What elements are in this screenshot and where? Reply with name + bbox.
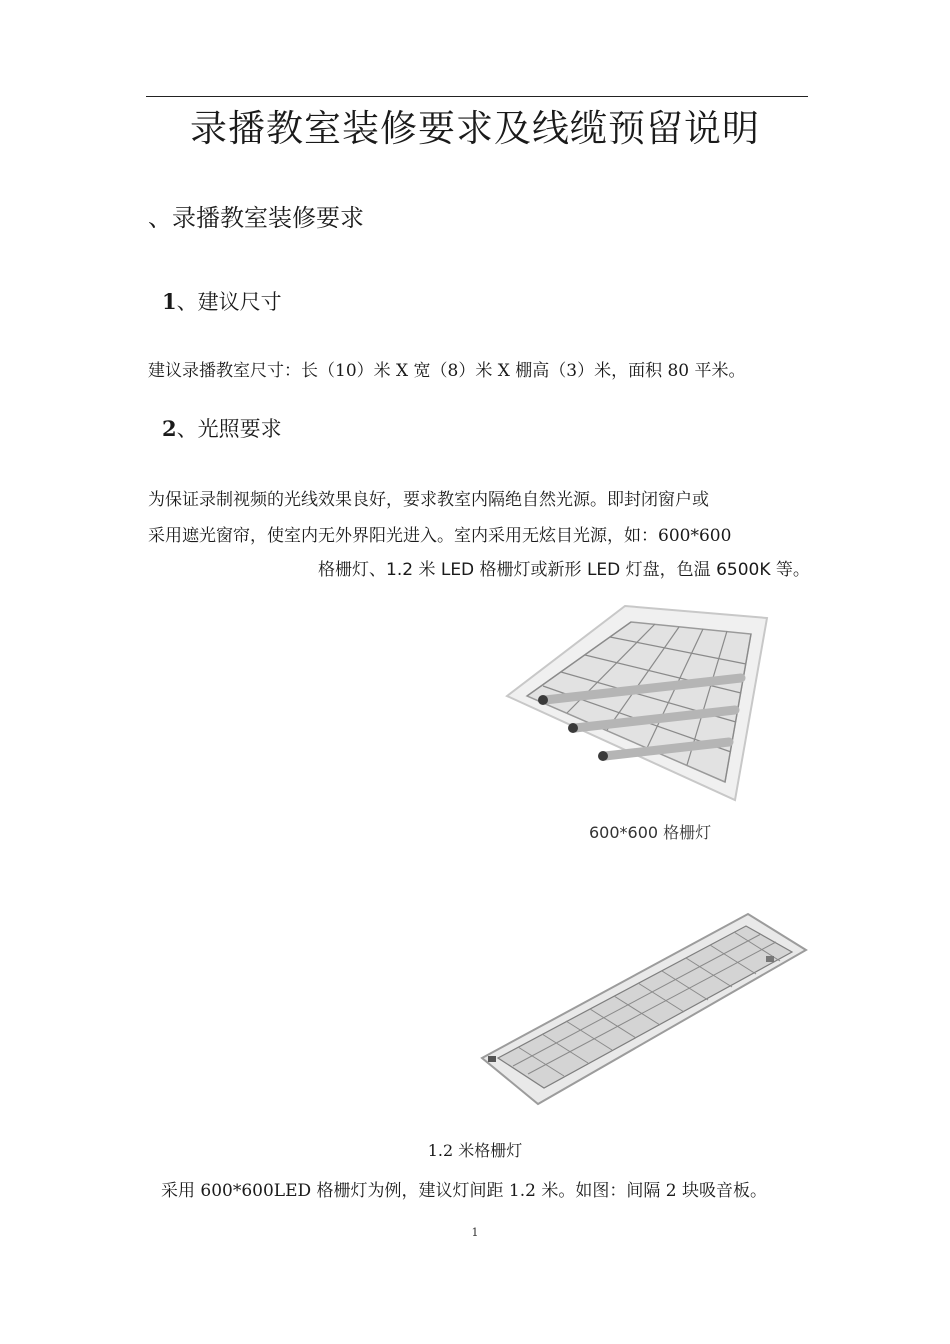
page-number: 1	[471, 1226, 479, 1239]
subheading-size	[162, 286, 282, 316]
subheading-lighting-number: 2	[162, 416, 177, 441]
figure-1-caption: 600*600 格栅灯	[589, 823, 712, 842]
lighting-paragraph-line-2: 采用遮光窗帘，使室内无外界阳光进入。室内采用无炫目光源，如：600*600	[148, 526, 732, 546]
section-heading: 、录播教室装修要求	[148, 204, 364, 232]
subheading-lighting-text: 、光照要求	[176, 417, 282, 441]
grille-light-1-2m-image	[478, 908, 813, 1108]
document-title: 录播教室装修要求及线缆预留说明	[190, 107, 760, 150]
lighting-paragraph-line-1: 为保证录制视频的光线效果良好，要求教室内隔绝自然光源。即封闭窗户或	[148, 490, 709, 510]
spacing-paragraph: 采用 600*600LED 格栅灯为例，建议灯间距 1.2 米。如图：间隔 2 块吸音板。	[161, 1181, 767, 1201]
header-rule	[146, 96, 808, 97]
subheading-size-number: 1	[162, 289, 177, 314]
subheading-lighting	[162, 413, 282, 443]
figure-2-caption: 1.2 米格栅灯	[427, 1141, 523, 1160]
lighting-paragraph-line-3: 格栅灯、1.2 米 LED 格栅灯或新形 LED 灯盘，色温 6500K 等。	[318, 560, 810, 580]
size-paragraph: 建议录播教室尺寸：长（10）米 X 宽（8）米 X 棚高（3）米，面积 80 平米。	[148, 361, 746, 381]
subheading-size-text: 、建议尺寸	[176, 290, 282, 314]
grille-light-600-image	[505, 600, 775, 810]
